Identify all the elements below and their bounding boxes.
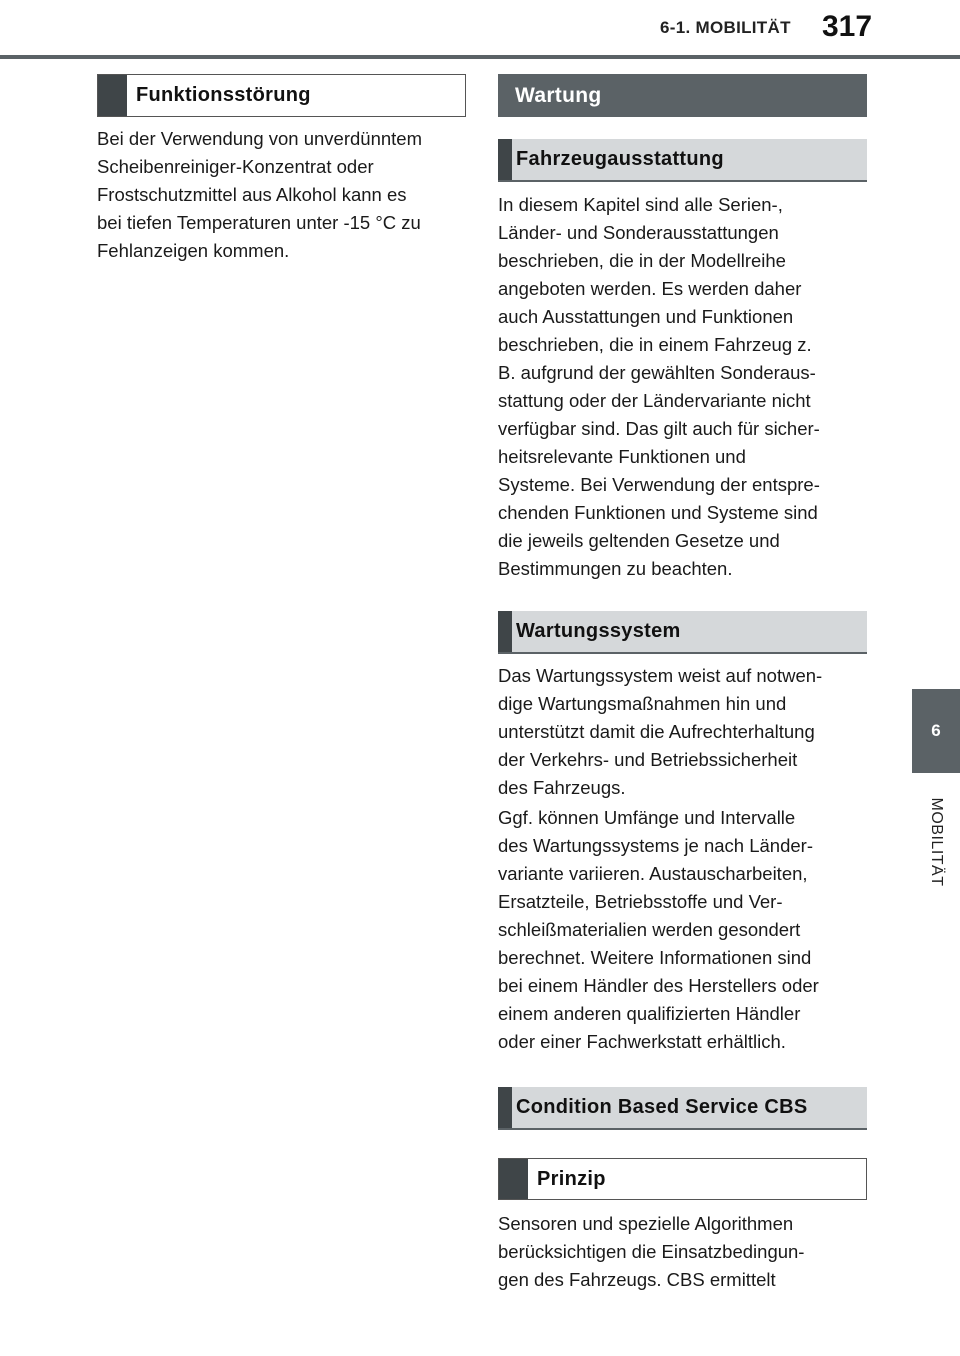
text-line: Ggf. können Umfänge und Intervalle xyxy=(498,807,796,828)
text-line: Ersatzteile, Betriebsstoffe und Ver- xyxy=(498,891,783,912)
heading-text: Wartungssystem xyxy=(516,620,681,642)
text-line: chenden Funktionen und Systeme sind xyxy=(498,502,818,523)
text-line: Frostschutzmittel aus Alkohol kann es xyxy=(97,184,407,205)
heading-text: Funktionsstörung xyxy=(136,84,311,106)
text-line: auch Ausstattungen und Funktionen xyxy=(498,306,794,327)
text-line: verfügbar sind. Das gilt auch für sicher- xyxy=(498,418,820,439)
heading-bar xyxy=(499,1159,528,1199)
text-line: B. aufgrund der gewählten Sonderaus- xyxy=(498,362,816,383)
heading-text: Condition Based Service CBS xyxy=(516,1096,808,1118)
text-line: die jeweils geltenden Gesetze und xyxy=(498,530,780,551)
text-line: dige Wartungsmaßnahmen hin und xyxy=(498,693,787,714)
text-line: einem anderen qualifizierten Händler xyxy=(498,1003,801,1024)
text-line: beschrieben, die in einem Fahrzeug z. xyxy=(498,334,812,355)
text-line: Fehlanzeigen kommen. xyxy=(97,240,290,261)
text-line: Bei der Verwendung von unverdünntem xyxy=(97,128,422,149)
prinzip-paragraph xyxy=(498,1210,804,1294)
chapter-tab[interactable]: 6 xyxy=(912,689,960,773)
heading-prinzip xyxy=(498,1158,867,1200)
text-line: berechnet. Weitere Informationen sind xyxy=(498,947,812,968)
heading-bar xyxy=(498,139,512,180)
text-line: angeboten werden. Es werden daher xyxy=(498,278,802,299)
heading-text: Fahrzeugausstattung xyxy=(516,148,724,170)
heading-funktionsstoerung xyxy=(97,74,466,117)
header-divider xyxy=(0,55,960,59)
page-number: 317 xyxy=(822,10,873,43)
text-line: gen des Fahrzeugs. CBS ermittelt xyxy=(498,1269,776,1290)
text-line: In diesem Kapitel sind alle Serien-, xyxy=(498,194,783,215)
text-line: des Wartungssystems je nach Länder- xyxy=(498,835,813,856)
text-line: bei tiefen Temperaturen unter -15 °C zu xyxy=(97,212,421,233)
heading-bar xyxy=(98,75,127,116)
text-line: Länder- und Sonderausstattungen xyxy=(498,222,779,243)
text-line: variante variieren. Austauscharbeiten, xyxy=(498,863,808,884)
left-paragraph xyxy=(97,125,422,265)
wartungssystem-paragraph-2 xyxy=(498,804,819,1056)
wartungssystem-paragraph-1 xyxy=(498,662,822,802)
chapter-label: MOBILITÄT xyxy=(928,797,945,887)
heading-fahrzeugausstattung xyxy=(498,139,867,182)
text-line: beschrieben, die in der Modellreihe xyxy=(498,250,786,271)
text-line: der Verkehrs- und Betriebssicherheit xyxy=(498,749,798,770)
text-line: Systeme. Bei Verwendung der entspre- xyxy=(498,474,820,495)
text-line: oder einer Fachwerkstatt erhältlich. xyxy=(498,1031,786,1052)
section-title: 6-1. MOBILITÄT xyxy=(660,18,791,37)
fahrzeugausstattung-paragraph xyxy=(498,191,820,583)
text-line: stattung oder der Ländervariante nicht xyxy=(498,390,811,411)
text-line: bei einem Händler des Herstellers oder xyxy=(498,975,819,996)
text-line: Das Wartungssystem weist auf notwen- xyxy=(498,665,823,686)
text-line: heitsrelevante Funktionen und xyxy=(498,446,746,467)
heading-wartungssystem xyxy=(498,611,867,654)
heading-bar xyxy=(498,611,512,652)
text-line: berücksichtigen die Einsatzbedingun- xyxy=(498,1241,805,1262)
text-line: schleißmaterialien werden gesondert xyxy=(498,919,801,940)
heading-bar xyxy=(498,1087,512,1128)
text-line: des Fahrzeugs. xyxy=(498,777,626,798)
heading-text: Wartung xyxy=(515,83,602,107)
heading-wartung xyxy=(498,74,867,117)
heading-condition-based-service xyxy=(498,1087,867,1130)
text-line: Scheibenreiniger-Konzentrat oder xyxy=(97,156,374,177)
text-line: Bestimmungen zu beachten. xyxy=(498,558,733,579)
text-line: unterstützt damit die Aufrechterhaltung xyxy=(498,721,815,742)
text-line: Sensoren und spezielle Algorithmen xyxy=(498,1213,794,1234)
heading-text: Prinzip xyxy=(537,1167,606,1190)
